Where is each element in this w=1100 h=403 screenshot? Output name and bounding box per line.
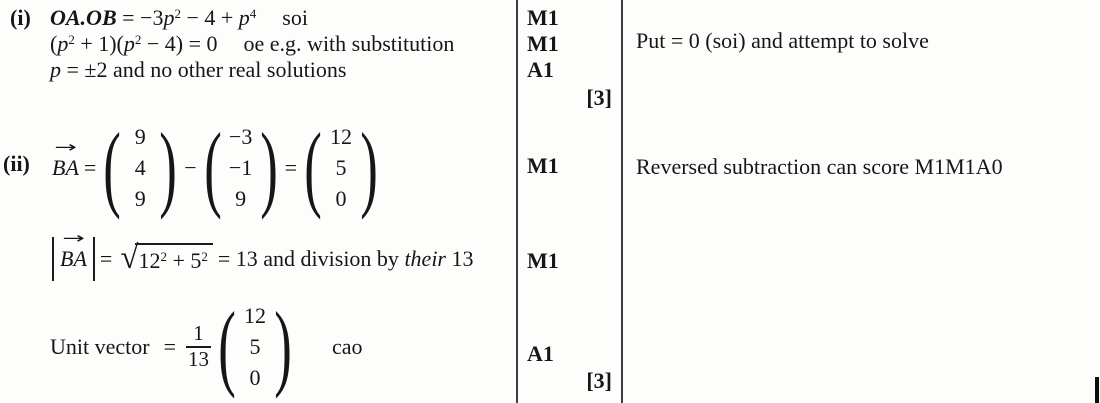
cao-annotation: cao [331,333,363,359]
vector-arrow-icon: → [54,137,77,156]
column-vector-OA: ( 9 4 9 ) [103,113,178,221]
mark-ii-3: A1 [527,341,554,366]
right-paren: ) [159,113,178,221]
comment-part-i: Put = 0 (soi) and attempt to solve [636,28,929,53]
dot-product-lhs: OA.OB [50,5,117,30]
mark-ii-2: M1 [527,248,559,273]
column-divider-right [621,0,623,403]
vector-arrow-icon: → [62,229,85,247]
left-paren: ( [103,113,122,221]
mark-i-2: M1 [527,31,559,56]
mark-ii-total: [3] [586,368,612,393]
part-i-line2: $(p^2 + 1)(p^2 - 4) = 0$ oe e.g. with substitution [50,31,455,56]
vector-equation: → BA = ( 9 4 9 ) − ( −3 −1 9 ) = ( 12 5 0 ) [52,121,380,214]
part-i-line3: p = ±2 and no other real solutions [50,57,347,82]
vector-BA: → BA [52,155,79,181]
column-vector-unit: ( 12 5 0 ) [218,292,292,400]
mark-i-total: [3] [586,85,612,110]
left-paren: ( [218,292,236,400]
left-paren: ( [304,113,322,221]
column-divider-left [516,0,518,403]
oe-annotation: oe e.g. with substitution [243,31,455,56]
right-paren: ) [259,113,278,221]
mark-ii-1: M1 [527,153,559,178]
column-vector-OB: ( −3 −1 9 ) [203,113,278,221]
right-paren: ) [360,113,378,221]
comment-part-ii: Reversed subtraction can score M1M1A0 [636,154,1003,179]
part-i-line1: $OA.OB = -3p^2 - 4 + p^4$ soi [50,5,308,30]
partial-border-mark [1095,377,1099,403]
mark-i-3: A1 [527,57,554,82]
absolute-value-bars [52,229,95,281]
part-i-label: (i) [10,5,31,30]
square-root: √ $12^2 + 5^2$ [120,243,213,274]
magnitude-line: → BA = √ $12^2 + 5^2$ = 13 and division by their 13 [52,237,479,281]
unit-vector-line: Unit vector = $\frac{1}{13}$ ( 12 5 0 ) cao [50,292,363,400]
vector-BA: → BA [60,246,87,272]
left-paren: ( [203,113,222,221]
right-paren: ) [274,292,292,400]
part-ii-label: (ii) [3,151,30,176]
radical-icon: √ [120,240,139,277]
soi-annotation: soi [282,5,308,30]
magnitude-result: = 13 and division by their 13 [217,246,474,271]
column-vector-result: ( 12 5 0 ) [304,113,378,221]
mark-i-1: M1 [527,5,559,30]
fraction-1-over-13: $\frac{1}{13}$ [188,320,210,371]
